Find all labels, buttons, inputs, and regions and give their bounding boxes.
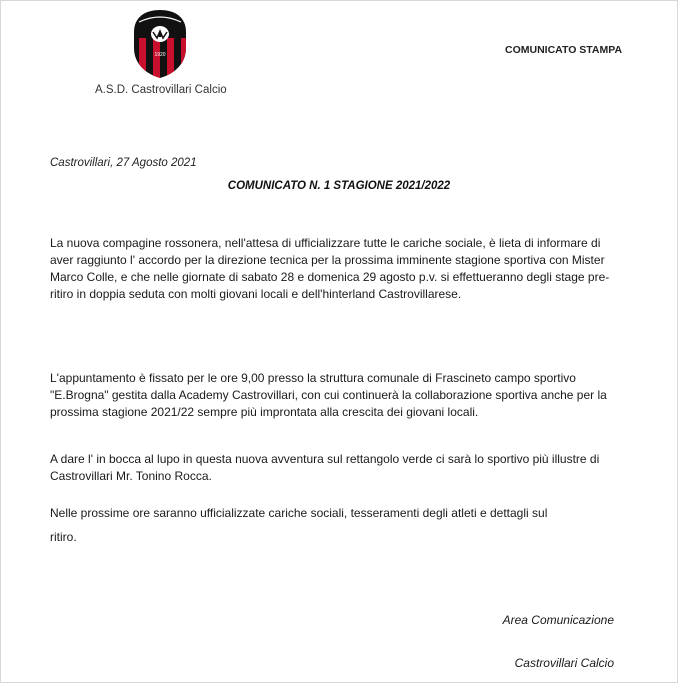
paragraph-appointment: L'appuntamento è fissato per le ore 9,00 presso la struttura comunale di Frascineto campo sportivo "E.Brogna" gestita dalla Academy Castrovillari, con cui continuerà la collaborazione sportiva anche per la prossima stagione 2021/22 sempre più improntata alla crescita dei giovani locali. [50,371,607,419]
signature-club: Castrovillari Calcio [514,656,614,670]
club-name: A.S.D. Castrovillari Calcio [95,84,227,96]
dateline: Castrovillari, 27 Agosto 2021 [50,157,197,169]
press-release-label: COMUNICATO STAMPA [505,44,623,56]
paragraph-upcoming-end: ritiro. [50,530,77,544]
club-crest-logo [131,8,189,80]
signature-department: Area Comunicazione [502,613,614,627]
paragraph-upcoming: Nelle prossime ore saranno ufficializzate cariche sociali, tesseramenti degli atleti e dettagli sul [50,506,548,520]
communique-title: COMUNICATO N. 1 STAGIONE 2021/2022 [227,180,451,192]
paragraph-intro: La nuova compagine rossonera, nell'attesa di ufficializzare tutte le cariche sociale, è lieta di informare di aver raggiunto l' accordo per la direzione tecnica per la prossima imminente stagione sportiva con Mister Marco Colle, e che nelle giornate di sabato 28 e domenica 29 agosto p.v. si effettueranno degli stage pre-ritiro in doppia seduta con molti giovani locali e dell'hinterland Castrovillarese. [50,236,610,301]
logo-year-text: 1920 [154,52,166,58]
paragraph-greeting: A dare l' in bocca al lupo in questa nuova avventura sul rettangolo verde ci sarà lo sportivo più illustre di Castrovillari Mr. Tonino Rocca. [50,452,600,483]
